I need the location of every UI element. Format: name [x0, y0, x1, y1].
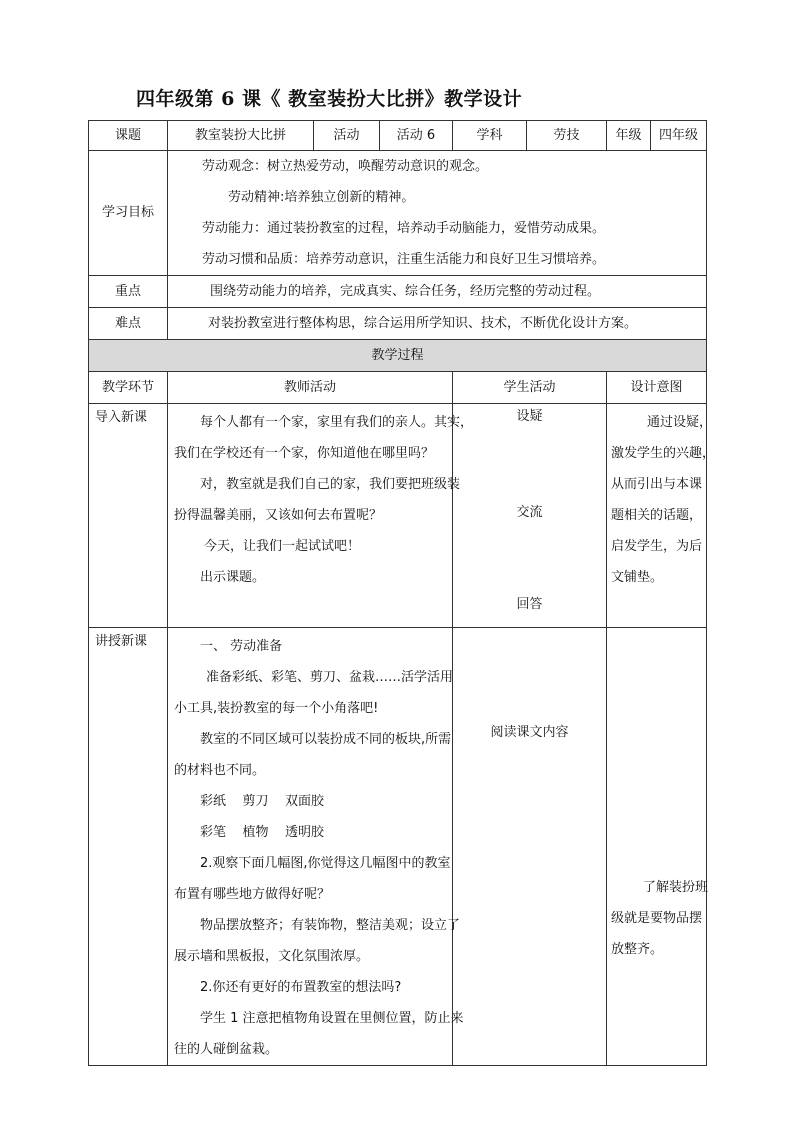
key-point-text: 围绕劳动能力的培养，完成真实、综合任务，经历完整的劳动过程。: [168, 276, 707, 308]
teacher-line: 教室的不同区域可以装扮成不同的板块,所需: [200, 732, 452, 747]
intent-line: 激发学生的兴趣，: [611, 446, 716, 461]
grade-label: 年级: [607, 121, 651, 151]
intent-line: 通过设疑，: [647, 415, 713, 430]
teacher-line: 彩纸 剪刀 双面胶: [200, 794, 325, 809]
column-header: 教师活动: [168, 372, 453, 404]
column-header: 教学环节: [89, 372, 168, 404]
subject-label: 学科: [453, 121, 527, 151]
teacher-line: 小工具,装扮教室的每一个小角落吧!: [174, 701, 379, 716]
teacher-line: 往的人碰倒盆栽。: [174, 1042, 279, 1057]
stage-new-lesson: 讲授新课: [89, 628, 168, 1066]
activity-value: 活动 6: [380, 121, 453, 151]
difficulty-row: [89, 308, 707, 340]
column-header-row: [89, 372, 707, 404]
teacher-line: 物品摆放整齐；有装饰物，整洁美观；设立了: [200, 918, 461, 933]
intent-line: 级就是要物品摆: [611, 911, 703, 926]
lesson-plan-table: [88, 120, 716, 1066]
teacher-line: 我们在学校还有一个家，你知道他在哪里吗？: [174, 446, 435, 461]
teacher-line: 扮得温馨美丽，又该如何去布置呢？: [174, 508, 383, 523]
objectives-content: [168, 151, 707, 276]
teacher-line: 2.观察下面几幅图,你觉得这几幅图中的教室: [200, 856, 451, 871]
intro-row: [89, 404, 707, 628]
stage-intro: 导入新课: [89, 404, 168, 628]
lesson-label: 课题: [89, 121, 168, 151]
objective-line: 劳动观念：树立热爱劳动，唤醒劳动意识的观念。: [202, 159, 489, 174]
objective-line: 劳动精神:培养独立创新的精神。: [228, 190, 415, 205]
teacher-line: 一、 劳动准备: [200, 639, 283, 654]
teacher-line: 每个人都有一个家，家里有我们的亲人。其实，: [200, 415, 474, 430]
objective-line: 劳动习惯和品质：培养劳动意识，注重生活能力和良好卫生习惯培养。: [202, 252, 606, 267]
intent-line: 了解装扮班: [643, 880, 709, 895]
grade-value: 四年级: [651, 121, 707, 151]
objectives-row: [89, 151, 707, 276]
column-header: 学生活动: [453, 372, 607, 404]
intent-line: 文铺垫。: [611, 570, 664, 585]
page-title: 四年级第 6 课《 教室装扮大比拼》教学设计: [136, 88, 523, 110]
intent-line: 放整齐。: [611, 942, 664, 957]
objectives-label: 学习目标: [89, 151, 168, 276]
intro-teacher-activity: [168, 404, 474, 628]
teacher-line: 出示课题。: [200, 570, 266, 585]
key-point-label: 重点: [89, 276, 168, 308]
lesson-value: 教室装扮大比拼: [168, 121, 314, 151]
intro-student-activity: [453, 404, 607, 628]
key-point-row: [89, 276, 707, 308]
difficulty-label: 难点: [89, 308, 168, 340]
teacher-line: 学生 1 注意把植物角设置在里侧位置，防止来: [200, 1011, 464, 1026]
teacher-line: 准备彩纸、彩笔、剪刀、盆栽……活学活用: [206, 670, 454, 685]
teacher-line: 布置有哪些地方做得好呢？: [174, 887, 331, 902]
teacher-line: 今天，让我们一起试试吧！: [204, 539, 361, 554]
teacher-line: 的材料也不同。: [174, 763, 266, 778]
teacher-line: 彩笔 植物 透明胶: [200, 825, 325, 840]
student-line: 回答: [516, 597, 543, 612]
subject-value: 劳技: [527, 121, 607, 151]
header-row: [89, 121, 707, 151]
new-lesson-student-activity: [453, 628, 607, 1066]
student-line: 交流: [516, 505, 543, 520]
intent-line: 启发学生，为后: [611, 539, 703, 554]
intro-design-intent: [607, 404, 716, 628]
difficulty-text: 对装扮教室进行整体构思，综合运用所学知识、技术，不断优化设计方案。: [168, 308, 707, 340]
column-header: 设计意图: [607, 372, 707, 404]
student-line: 阅读课文内容: [490, 725, 569, 740]
teacher-line: 展示墙和黑板报，文化氛围浓厚。: [174, 949, 370, 964]
process-header-row: [89, 340, 707, 372]
new-lesson-design-intent: [607, 628, 707, 1066]
new-lesson-teacher-activity: [168, 628, 464, 1066]
objective-line: 劳动能力：通过装扮教室的过程，培养动手动脑能力，爱惜劳动成果。: [202, 221, 606, 236]
teacher-line: 2.你还有更好的布置教室的想法吗?: [200, 980, 402, 995]
process-header: 教学过程: [89, 340, 707, 372]
new-lesson-row: [89, 628, 707, 1066]
intent-line: 从而引出与本课: [611, 477, 703, 492]
student-line: 设疑: [516, 409, 543, 424]
teacher-line: 对，教室就是我们自己的家，我们要把班级装: [200, 477, 461, 492]
intent-line: 题相关的话题，: [611, 508, 703, 523]
activity-label: 活动: [314, 121, 380, 151]
